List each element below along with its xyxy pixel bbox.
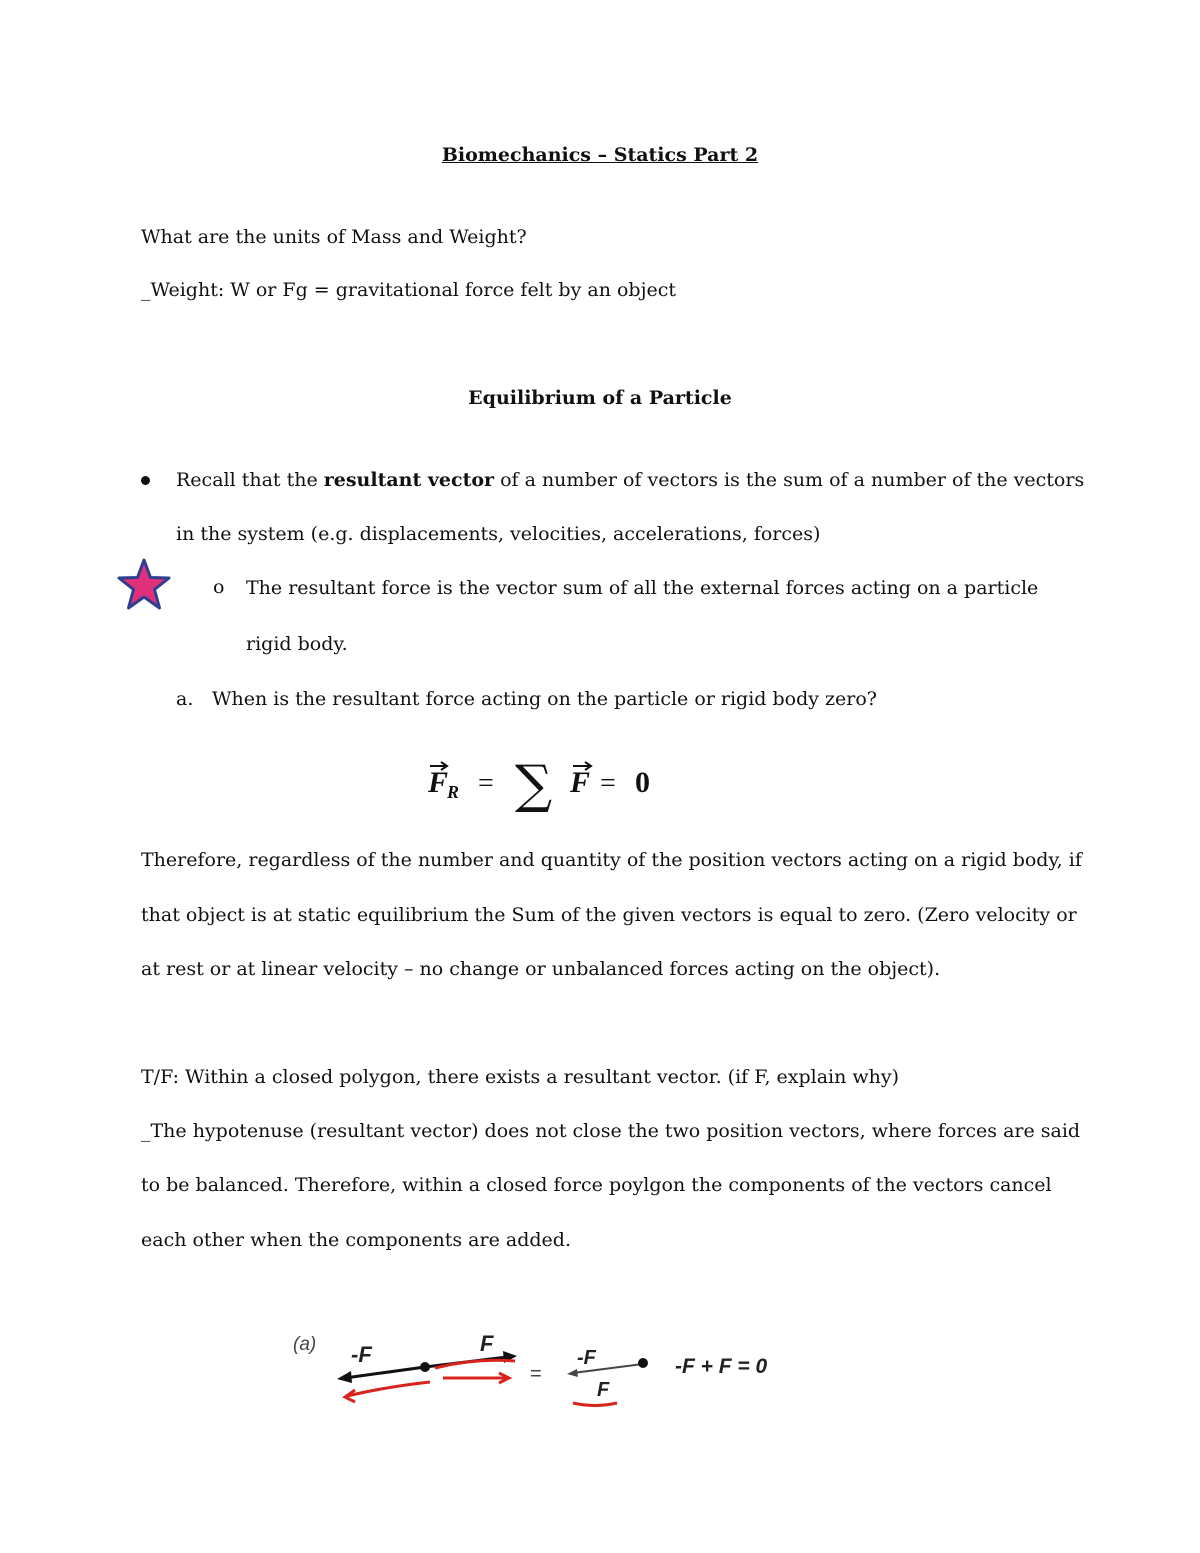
red-annotation-f: [435, 1360, 515, 1368]
equation-lhs: F: [428, 766, 449, 799]
tf-answer-line-1: _The hypotenuse (resultant vector) does not close the two position vectors, where forces are said: [141, 1120, 1081, 1142]
paragraph-line-3: at rest or at linear velocity – no change or unbalanced forces acting on the object).: [141, 958, 941, 980]
figure-result: -F + F = 0: [675, 1355, 768, 1378]
star-icon: [116, 557, 172, 613]
equation-zero: 0: [635, 766, 650, 799]
item-a-text: When is the resultant force acting on the particle or rigid body zero?: [212, 688, 877, 710]
label-neg-f: -F: [351, 1342, 372, 1367]
page-title: Biomechanics – Statics Part 2: [441, 144, 759, 166]
answer-weight: _Weight: W or Fg = gravitational force felt by an object: [141, 279, 676, 301]
tf-answer-line-3: each other when the components are added.: [141, 1229, 571, 1251]
sub-bullet-marker: o: [213, 576, 225, 598]
tf-question: T/F: Within a closed polygon, there exists a resultant vector. (if F, explain why): [141, 1066, 900, 1088]
figure-label: (a): [293, 1334, 317, 1355]
label-neg-f2: -F: [577, 1347, 596, 1369]
equation-lhs-sub: R: [447, 782, 460, 802]
label-f2: F: [597, 1379, 610, 1401]
sub-bullet-line-2: rigid body.: [246, 633, 348, 655]
item-a-marker: a.: [176, 688, 194, 710]
sub-bullet-line-1: The resultant force is the vector sum of all the external forces acting on a particle: [246, 577, 1039, 599]
particle-point: [420, 1362, 430, 1372]
neg-f-arrowhead: [337, 1371, 352, 1383]
bullet-line-2: in the system (e.g. displacements, velocities, accelerations, forces): [176, 523, 821, 545]
question-units: What are the units of Mass and Weight?: [141, 226, 527, 248]
bullet-text-bold: resultant vector: [323, 469, 495, 491]
bullet-dot: [141, 476, 150, 485]
equation-equals-1: =: [478, 768, 494, 799]
equation-rhs: F: [570, 766, 591, 799]
resultant-force-equation: [420, 752, 670, 817]
figure-equals: =: [530, 1363, 542, 1385]
bullet-line-1: [176, 469, 1084, 491]
red-annotation-neg-f: [347, 1382, 430, 1396]
equation-equals-2: =: [600, 768, 616, 799]
force-polygon-figure: [285, 1320, 805, 1420]
equation-sum-sign: ∑: [515, 755, 553, 815]
label-f: F: [480, 1331, 494, 1356]
bullet-text-pre: Recall that the: [176, 469, 324, 491]
paragraph-line-1: Therefore, regardless of the number and quantity of the position vectors acting on a rigid body, if: [141, 849, 1082, 871]
section-heading: Equilibrium of a Particle: [468, 387, 732, 409]
neg-f-vector: [345, 1367, 425, 1378]
tf-answer-line-2: to be balanced. Therefore, within a closed force poylgon the components of the vectors cancel: [141, 1174, 1052, 1196]
neg-f2-arrowhead: [567, 1369, 578, 1377]
bullet-text-post: of a number of vectors is the sum of a number of the vectors: [494, 469, 1085, 491]
paragraph-line-2: that object is at static equilibrium the Sum of the given vectors is equal to zero. (Zero velocity or: [141, 904, 1077, 926]
red-underline-f2: [573, 1403, 617, 1406]
particle-point-2: [638, 1358, 648, 1368]
